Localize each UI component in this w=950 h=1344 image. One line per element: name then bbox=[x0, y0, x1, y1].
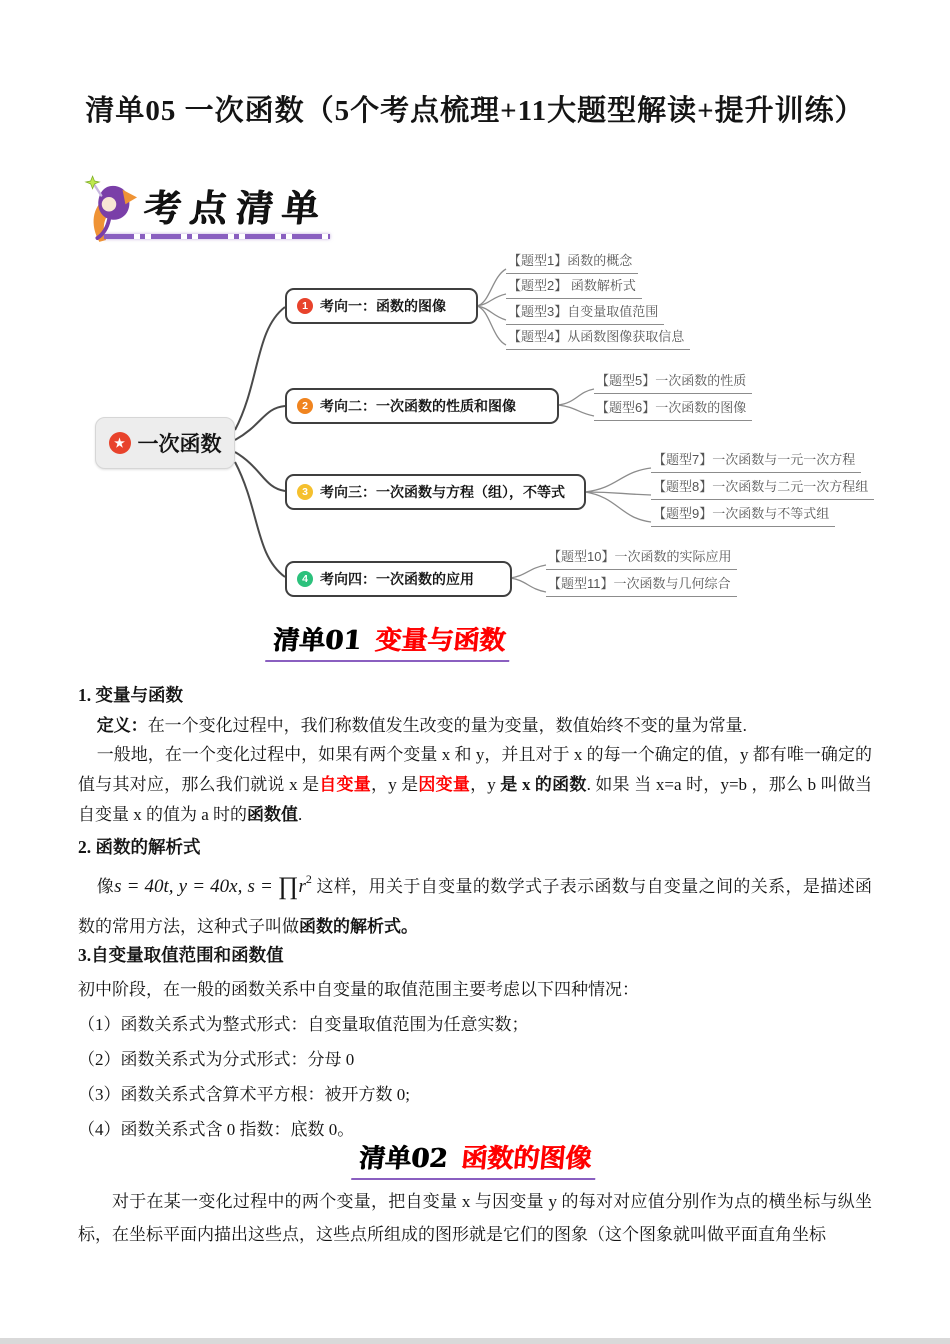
case-1: （1）函数关系式为整式形式：自变量取值范围为任意实数； bbox=[78, 1015, 529, 1034]
subheading-2: 2. 函数的解析式 bbox=[78, 837, 201, 857]
branch-number-badge: 4 bbox=[297, 571, 313, 587]
section-heading-02 bbox=[0, 1138, 950, 1180]
section-01-body bbox=[78, 683, 872, 1145]
branch-label: 考向三：一次函数与方程（组），不等式 bbox=[320, 484, 565, 500]
case-2: （2）函数关系式为分式形式：分母 0 bbox=[78, 1050, 355, 1069]
section-title: 函数的图像 bbox=[459, 1144, 593, 1174]
page-title: 清单05 一次函数（5个考点梳理+11大题型解读+提升训练） bbox=[85, 95, 865, 127]
mindmap-branch-1 bbox=[285, 288, 478, 324]
mindmap-leaf: 【题型11】一次函数与几何综合 bbox=[546, 573, 737, 597]
paragraph-definition: 定义：在一个变化过程中，我们称数值发生改变的量为变量，数值始终不变的量为常量. bbox=[96, 716, 747, 735]
paragraph-general: 一般地，在一个变化过程中，如果有两个变量 x 和 y，并且对于 x 的每一个确定的值，y 都有唯一确定的值与其对应，那么我们就说 x 是自变量，y 是因变量，y 是 x 的函数. 如果 当 x=a 时，y=b ，那么 b 叫做当自变量 x 的值为 a 时的函数值. bbox=[78, 745, 873, 824]
banner-kaodian-qingdan bbox=[80, 172, 400, 244]
section-02-paragraph: 对于在某一变化过程中的两个变量，把自变量 x 与因变量 y 的每对对应值分别作为点的横坐标与纵坐标，在坐标平面内描出这些点，这些点所组成的图形就是它们的图象（这个图象就叫做平面直角坐标 bbox=[78, 1192, 872, 1244]
branch-number-badge: 3 bbox=[297, 484, 313, 500]
subheading-1: 1. 变量与函数 bbox=[78, 685, 183, 705]
mindmap-leaf: 【题型8】一次函数与二元一次方程组 bbox=[651, 476, 874, 500]
mindmap-leaf: 【题型3】自变量取值范围 bbox=[506, 301, 664, 325]
page-bottom-edge bbox=[0, 1338, 950, 1344]
branch-label: 考向四：一次函数的应用 bbox=[320, 571, 474, 587]
section-number: 清单01 bbox=[271, 626, 363, 656]
mindmap-branch-4 bbox=[285, 561, 512, 597]
mindmap-leaf: 【题型1】函数的概念 bbox=[506, 250, 638, 274]
branch-label: 考向一：函数的图像 bbox=[320, 298, 446, 314]
section-number: 清单02 bbox=[357, 1144, 449, 1174]
mindmap-branch-3 bbox=[285, 474, 586, 510]
banner-underline bbox=[104, 234, 330, 239]
case-3: （3）函数关系式含算术平方根：被开方数 0; bbox=[78, 1085, 410, 1104]
branch-number-badge: 1 bbox=[297, 298, 313, 314]
mindmap-root-node bbox=[95, 417, 235, 469]
mindmap-leaf: 【题型6】一次函数的图像 bbox=[594, 397, 752, 421]
mindmap-leaf: 【题型2】 函数解析式 bbox=[506, 275, 642, 299]
star-icon: ★ bbox=[109, 432, 131, 454]
section-title: 变量与函数 bbox=[373, 626, 507, 656]
subheading-3: 3.自变量取值范围和函数值 bbox=[78, 945, 284, 965]
banner-label: 考点清单 bbox=[141, 186, 330, 230]
mindmap-leaf: 【题型9】一次函数与不等式组 bbox=[651, 503, 835, 527]
case-4: （4）函数关系式含 0 指数：底数 0。 bbox=[78, 1120, 355, 1139]
branch-label: 考向二：一次函数的性质和图像 bbox=[320, 398, 516, 414]
mindmap-leaf: 【题型10】一次函数的实际应用 bbox=[546, 546, 737, 570]
mindmap-leaf: 【题型4】从函数图像获取信息 bbox=[506, 326, 690, 350]
root-label: 一次函数 bbox=[137, 433, 222, 456]
paragraph-formula: 像s = 40t, y = 40x, $s = \prod r^2$ 这样，用关于自变量的数学式子表示函数与自变量之间的关系，是描述函数的常用方法，这种式子叫做函数的解析式。 bbox=[78, 872, 872, 936]
branch-number-badge: 2 bbox=[297, 398, 313, 414]
mindmap-leaf: 【题型5】一次函数的性质 bbox=[594, 370, 752, 394]
mindmap-branch-2 bbox=[285, 388, 559, 424]
section-heading-01 bbox=[0, 620, 950, 662]
mindmap-leaf: 【题型7】一次函数与一元一次方程 bbox=[651, 449, 861, 473]
paragraph-range-intro: 初中阶段，在一般的函数关系中自变量的取值范围主要考虑以下四种情况： bbox=[78, 980, 639, 999]
